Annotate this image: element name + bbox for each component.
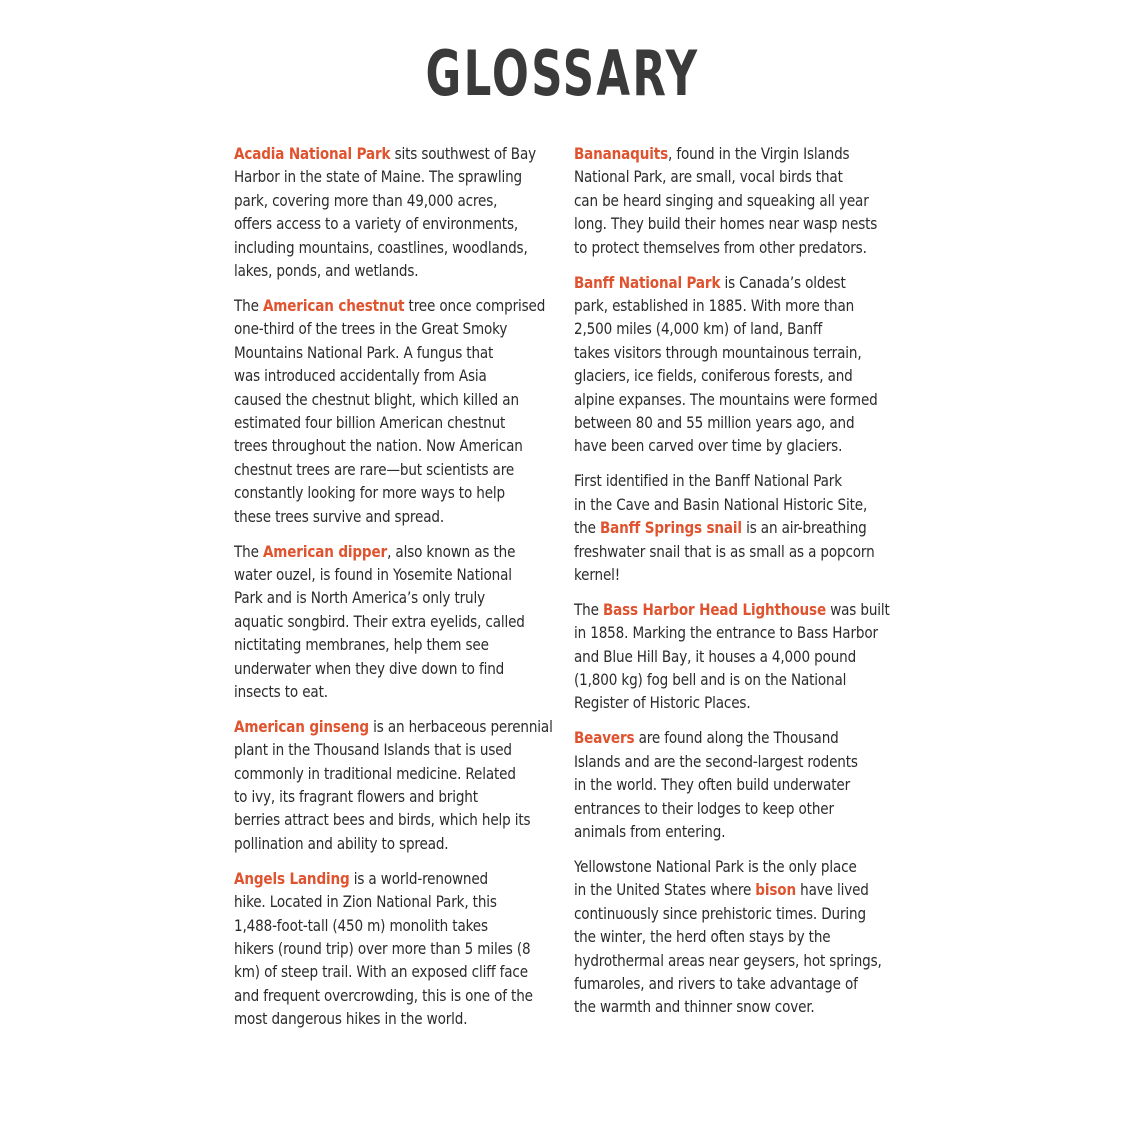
entry-line bbox=[574, 598, 890, 621]
entry-line bbox=[574, 855, 873, 878]
entry-line bbox=[574, 773, 873, 796]
definition-text: one-third of the trees in the Great Smoky bbox=[234, 319, 508, 339]
definition-text: Yellowstone National Park is the only place bbox=[574, 856, 857, 876]
definition-text: entrances to their lodges to keep other bbox=[574, 798, 834, 818]
definition-text: Register of Historic Places. bbox=[574, 693, 751, 713]
glossary-term: Bass Harbor Head Lighthouse bbox=[602, 599, 827, 619]
definition-text: constantly looking for more ways to help bbox=[234, 483, 505, 503]
glossary-entry-beavers bbox=[574, 726, 873, 843]
definition-text: these trees survive and spread. bbox=[234, 506, 445, 526]
entry-line bbox=[234, 657, 533, 680]
definition-text: alpine expanses. The mountains were formed bbox=[574, 389, 878, 409]
entry-line bbox=[234, 785, 533, 808]
glossary-column-left bbox=[234, 142, 556, 1042]
entry-line bbox=[574, 621, 878, 644]
definition-text: National Park, are small, vocal birds that bbox=[574, 167, 843, 187]
entry-line bbox=[234, 434, 533, 457]
entry-line bbox=[234, 411, 533, 434]
entry-line bbox=[574, 165, 873, 188]
entry-line bbox=[234, 610, 533, 633]
definition-text: park, established in 1885. With more than bbox=[574, 295, 855, 315]
entry-line bbox=[234, 867, 533, 890]
definition-text: hydrothermal areas near geysers, hot springs, bbox=[574, 950, 882, 970]
entry-line bbox=[574, 645, 873, 668]
entry-line bbox=[234, 960, 533, 983]
glossary-entry-bison bbox=[574, 855, 882, 1019]
definition-text: hike. Located in Zion National Park, this bbox=[234, 892, 497, 912]
definition-text: in 1858. Marking the entrance to Bass Harbor bbox=[574, 623, 878, 643]
entry-line bbox=[234, 212, 533, 235]
entry-line bbox=[574, 995, 873, 1018]
glossary-entry-bananaquits bbox=[574, 142, 878, 259]
entry-line bbox=[574, 388, 878, 411]
definition-text: nictitating membranes, help them see bbox=[234, 635, 489, 655]
definition-text: the winter, the herd often stays by the bbox=[574, 927, 831, 947]
glossary-entry-angels-landing bbox=[234, 867, 533, 1031]
definition-text: hikers (round trip) over more than 5 miles (8 bbox=[234, 939, 531, 958]
definition-text: First identified in the Banff National Park bbox=[574, 471, 842, 491]
definition-text: insects to eat. bbox=[234, 681, 328, 701]
definition-text: between 80 and 55 million years ago, and bbox=[574, 412, 855, 432]
definition-text: is an air-breathing bbox=[741, 518, 867, 538]
glossary-entry-american-dipper bbox=[234, 540, 533, 704]
entry-line bbox=[574, 364, 873, 387]
definition-text: chestnut trees are rare—but scientists are bbox=[234, 459, 515, 479]
glossary-term: American chestnut bbox=[262, 295, 405, 315]
glossary-term: Acadia National Park bbox=[234, 144, 391, 163]
glossary-term: Banff National Park bbox=[574, 272, 721, 292]
entry-line bbox=[574, 925, 873, 948]
definition-text: long. They build their homes near wasp nests bbox=[574, 214, 878, 234]
entry-line bbox=[574, 434, 873, 457]
glossary-term: American ginseng bbox=[234, 716, 369, 736]
definition-text: commonly in traditional medicine. Related bbox=[234, 763, 516, 783]
definition-text: animals from entering. bbox=[574, 821, 726, 841]
definition-text: to protect themselves from other predators. bbox=[574, 237, 867, 257]
glossary-entry-acadia-national-park bbox=[234, 142, 536, 282]
definition-text: lakes, ponds, and wetlands. bbox=[234, 261, 419, 281]
definition-text: is a world-renowned bbox=[349, 868, 489, 888]
glossary-entry-american-ginseng bbox=[234, 715, 553, 855]
entry-line bbox=[234, 633, 533, 656]
definition-text: (1,800 kg) fog bell and is on the National bbox=[574, 670, 847, 690]
entry-line bbox=[574, 411, 873, 434]
definition-text: to ivy, its fragrant flowers and bright bbox=[234, 787, 478, 807]
definition-text: glaciers, ice fields, coniferous forests, and bbox=[574, 366, 853, 386]
definition-text: underwater when they dive down to find bbox=[234, 658, 505, 678]
entry-line bbox=[234, 984, 533, 1007]
entry-line bbox=[234, 937, 533, 960]
definition-text: , also known as the bbox=[387, 541, 516, 561]
definition-text: Islands and are the second-largest rodents bbox=[574, 751, 858, 771]
entry-line bbox=[574, 212, 878, 235]
definition-text: is Canada’s oldest bbox=[720, 272, 846, 292]
definition-text: estimated four billion American chestnut bbox=[234, 412, 506, 432]
glossary-term: Angels Landing bbox=[234, 868, 350, 888]
entry-line bbox=[574, 236, 873, 259]
definition-text: The bbox=[234, 541, 263, 561]
entry-line bbox=[234, 1007, 533, 1030]
entry-line bbox=[234, 680, 533, 703]
entry-line bbox=[574, 563, 873, 586]
definition-text: can be heard singing and squeaking all year bbox=[574, 190, 869, 210]
glossary-term: Beavers bbox=[574, 728, 635, 748]
entry-line bbox=[574, 493, 873, 516]
definition-text: in the United States where bbox=[574, 880, 756, 900]
entry-line bbox=[574, 341, 873, 364]
glossary-term: American dipper bbox=[262, 541, 388, 561]
entry-line bbox=[234, 808, 533, 831]
entry-line bbox=[234, 189, 533, 212]
entry-line bbox=[234, 563, 533, 586]
definition-text: was built bbox=[826, 599, 890, 619]
entry-line bbox=[574, 949, 882, 972]
definition-text: the bbox=[574, 518, 600, 538]
definition-text: freshwater snail that is as small as a popcorn bbox=[574, 541, 875, 561]
entry-line bbox=[234, 481, 533, 504]
entry-line bbox=[234, 715, 553, 738]
definition-text: Park and is North America’s only truly bbox=[234, 588, 485, 608]
definition-text: km) of steep trail. With an exposed cliff face bbox=[234, 962, 528, 982]
entry-line bbox=[234, 388, 533, 411]
definition-text: in the world. They often build underwater bbox=[574, 775, 851, 795]
entry-line bbox=[574, 294, 873, 317]
entry-line bbox=[574, 469, 873, 492]
definition-text: , found in the Virgin Islands bbox=[668, 144, 850, 163]
definition-text: takes visitors through mountainous terrain, bbox=[574, 342, 862, 362]
definition-text: berries attract bees and birds, which help its bbox=[234, 810, 531, 830]
entry-line bbox=[574, 189, 873, 212]
entry-line bbox=[234, 294, 546, 317]
definition-text: and frequent overcrowding, this is one of the bbox=[234, 985, 533, 1005]
definition-text: Mountains National Park. A fungus that bbox=[234, 342, 494, 362]
glossary-term: bison bbox=[755, 880, 796, 900]
definition-text: offers access to a variety of environments, bbox=[234, 214, 519, 234]
glossary-term: Bananaquits bbox=[574, 144, 669, 163]
entry-line bbox=[234, 914, 533, 937]
entry-line bbox=[234, 341, 533, 364]
entry-line bbox=[574, 750, 873, 773]
entry-line bbox=[234, 505, 533, 528]
entry-line bbox=[234, 832, 533, 855]
entry-line bbox=[574, 726, 873, 749]
entry-line bbox=[574, 271, 873, 294]
definition-text: tree once comprised bbox=[404, 295, 546, 315]
definition-text: caused the chestnut blight, which killed an bbox=[234, 389, 519, 409]
glossary-entry-bass-harbor-head-lighthouse bbox=[574, 598, 890, 715]
entry-line bbox=[574, 540, 873, 563]
entry-line bbox=[574, 142, 873, 165]
glossary-entry-banff-national-park bbox=[574, 271, 878, 458]
definition-text: have lived bbox=[795, 880, 869, 900]
entry-line bbox=[234, 142, 536, 165]
entry-line bbox=[234, 762, 533, 785]
entry-line bbox=[234, 317, 533, 340]
entry-line bbox=[574, 972, 873, 995]
definition-text: water ouzel, is found in Yosemite National bbox=[234, 564, 512, 584]
glossary-column-right bbox=[574, 142, 896, 1030]
glossary-term: Banff Springs snail bbox=[599, 518, 742, 538]
definition-text: The bbox=[234, 295, 263, 315]
definition-text: including mountains, coastlines, woodlands, bbox=[234, 237, 528, 257]
definition-text: fumaroles, and rivers to take advantage of bbox=[574, 973, 858, 993]
entry-line bbox=[574, 878, 873, 901]
page-title: GLOSSARY bbox=[425, 37, 700, 110]
entry-line bbox=[234, 738, 533, 761]
definition-text: pollination and ability to spread. bbox=[234, 833, 449, 853]
entry-line bbox=[234, 364, 533, 387]
definition-text: kernel! bbox=[574, 564, 621, 584]
definition-text: the warmth and thinner snow cover. bbox=[574, 997, 815, 1017]
entry-line bbox=[574, 317, 873, 340]
definition-text: was introduced accidentally from Asia bbox=[234, 366, 487, 386]
definition-text: 2,500 miles (4,000 km) of land, Banff bbox=[574, 319, 823, 339]
glossary-entry-banff-springs-snail bbox=[574, 469, 873, 586]
definition-text: and Blue Hill Bay, it houses a 4,000 pound bbox=[574, 646, 857, 666]
entry-line bbox=[234, 586, 533, 609]
entry-line bbox=[574, 516, 873, 539]
entry-line bbox=[234, 236, 533, 259]
definition-text: most dangerous hikes in the world. bbox=[234, 1009, 468, 1029]
definition-text: have been carved over time by glaciers. bbox=[574, 436, 843, 456]
definition-text: The bbox=[574, 599, 603, 619]
definition-text: 1,488-foot-tall (450 m) monolith takes bbox=[234, 915, 488, 935]
entry-line bbox=[234, 540, 533, 563]
entry-line bbox=[234, 458, 533, 481]
definition-text: in the Cave and Basin National Historic Site, bbox=[574, 494, 868, 514]
entry-line bbox=[574, 668, 873, 691]
definition-text: Harbor in the state of Maine. The sprawling bbox=[234, 167, 523, 187]
definition-text: park, covering more than 49,000 acres, bbox=[234, 190, 498, 210]
definition-text: continuously since prehistoric times. During bbox=[574, 903, 866, 923]
entry-line bbox=[574, 820, 873, 843]
entry-line bbox=[234, 259, 533, 282]
definition-text: are found along the Thousand bbox=[634, 728, 839, 748]
definition-text: trees throughout the nation. Now American bbox=[234, 436, 523, 456]
entry-line bbox=[574, 797, 873, 820]
definition-text: sits southwest of Bay bbox=[390, 144, 536, 163]
entry-line bbox=[574, 902, 873, 925]
entry-line bbox=[234, 890, 533, 913]
definition-text: is an herbaceous perennial bbox=[368, 716, 553, 736]
definition-text: aquatic songbird. Their extra eyelids, called bbox=[234, 611, 525, 631]
entry-line bbox=[574, 691, 873, 714]
definition-text: plant in the Thousand Islands that is used bbox=[234, 740, 512, 760]
glossary-entry-american-chestnut bbox=[234, 294, 546, 528]
entry-line bbox=[234, 165, 533, 188]
